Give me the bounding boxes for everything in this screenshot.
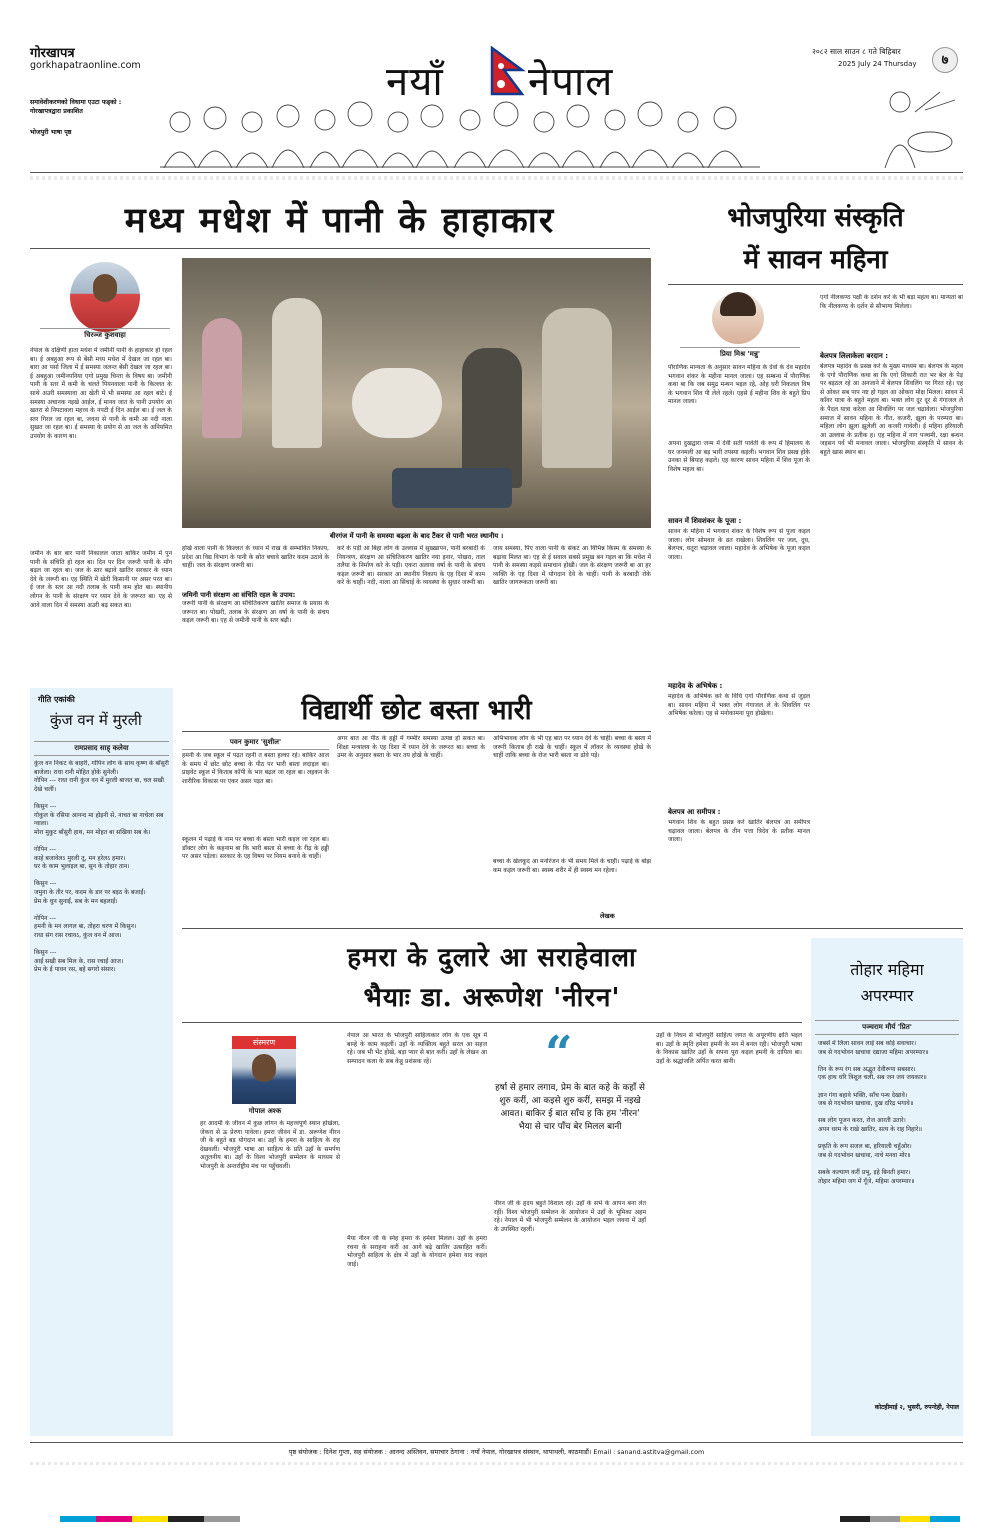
article4-author: गोपाल अश्क <box>248 1107 282 1115</box>
poem1-label: गीति एकांकी <box>38 695 75 704</box>
page-number: ७ <box>932 47 958 73</box>
article3-col2: स्कूलन में पढ़ाई के नाम पर बच्चा के बस्ता भारी कइल जा रहल बा। डॉक्टर लोग के कहनाम बा कि भारी बस्ता से बच्चा के रीढ़ के हड्डी पर असर पड़ेला। सरकार के एह विषय पर नियम बनावे के चाहीं। <box>182 836 329 861</box>
article4-col5: उहाँ के निधन से भोजपुरी साहित्य जगत के अपूरणीय क्षति भइल बा। उहाँ के स्मृति हमेशा हमनी के मन में बनल रही। भोजपुरी भाषा के विकास खातिर उहाँ के सपना पूरा कइल हमनी के दायित्व बा। उहाँ के श्रद्धांजलि अर्पित करत बानी। <box>656 1032 802 1065</box>
article1-subhead: जमिनी पानी संरक्षण आ संचिति रहल के उपाय: <box>182 591 296 599</box>
masthead <box>0 0 993 170</box>
article3-col5: बच्चा के खेलकूद आ मनोरंजन के भी समय मिले के चाहीं। पढ़ाई के बोझ कम कइल जरूरी बा। स्वस्थ शरीर में ही स्वस्थ मन रहेला। <box>493 858 651 874</box>
article3-author: पवन कुमार 'सुशील' <box>182 738 329 750</box>
article4-tag: संस्मरण <box>232 1036 296 1049</box>
article3-rule <box>182 731 651 732</box>
author-photo-article4 <box>232 1042 296 1104</box>
poem1-title: कुंज वन में मुरली <box>50 711 142 729</box>
article4-headline-1: हमरा के दुलारे आ सराहेवाला <box>347 943 637 973</box>
article2-headline-2: में सावन महिना <box>743 245 888 275</box>
article1-col2: जमीन के बार बार पानी निकालल जाता बाकिर जमीन में पुन पानी के संचिति हो रहल बा। दिन पर दिन जरूरी पानी के माँग बढ़ल जा रहल बा। जल के स्तर बढ़ावे खातिर सरकार के ध्यान देवे के जरूरी बा। एह स्थिति में खेती किसानी पर असर परत बा। ई जल के स्तर आ नदी तलाब के पानी कम होत बा। स्थानीय लोगन के पानी के संरक्षण पर ध्यान देवे के जरूरत बा। एह से आवे वाला दिन में समस्या अउरी बढ़ सकत बा। <box>30 550 172 609</box>
section-name: भोजपुरी भाषा पृष्ठ <box>30 129 72 136</box>
title-right: नेपाल <box>528 59 614 105</box>
color-bar <box>60 1516 240 1522</box>
poem2-address: कोटहीमाई २, भुसरी, रुपन्देही, नेपाल <box>874 1404 959 1411</box>
article4-col1: हर आदमी के जीवन में कुछ लोगन के महत्त्वपूर्ण स्थान होखेला, जेकरा से ऊ प्रेरणा पावेला। हमरा जीवन में डा. अरूणेश नीरन जी के बहुते बड़ योगदान बा। उहाँ के हमरा के साहित्य के राह देखवलीं। भोजपुरी भाषा आ साहित्य के प्रति उहाँ के समर्पण अतुलनीय बा। उहाँ के विश्व भोजपुरी सम्मेलन के माध्यम से भोजपुरी के अन्तर्राष्ट्रीय मंच पर पहुँचवलीं। <box>200 1120 340 1170</box>
article2-sub2: महादेव के अभिषेक : <box>668 682 723 690</box>
article2-col-right: एगो नीलकण्ठ पक्षी के दर्शन करे के भी बड़ा महत्व बा। मान्यता बा कि नीलकण्ठ के दर्शन से सौभाग्य मिलेला। <box>820 294 963 310</box>
article2-p6: बेलपत्र महादेव के प्रसन्न करे के मुख्य माध्यम बा। बेलपत्र के महत्व के एगो पौराणिक कथा बा कि एगो शिकारी रात भर बेल के पेड़ पर बइठल रहे आ अनजाने में बेलपत्र शिवलिंग पर गिरत रहे। एह से ओकर सब पाप नष्ट हो गइल आ ओकरा मोक्ष मिलल। सावन में काँवर यात्रा के बहुते महत्व बा। भक्त लोग दूर दूर से गंगाजल ले के पैदल यात्रा करेला आ शिवलिंग पर जल चढ़ावेला। भोजपुरिया समाज में सावन महिना के गीत, कजरी, झूला के परम्परा बा। महिला लोग झूला झूलेली आ कजरी गावेली। ई महिना हरियाली आ उल्लास के प्रतीक ह। एह महिना में नाग पञ्चमी, रक्षा बन्धन जइसन पर्व भी मनावल जाला। भोजपुरिया संस्कृति में सावन के बहुते खास स्थान बा। <box>820 363 963 456</box>
poem1-author: रामप्रसाद साह् कलेया <box>34 741 169 756</box>
poem2-author: पञ्चराम मौर्य 'प्रित' <box>815 1020 959 1035</box>
article1-col3: होखे वाला पानी के किल्लत के ध्यान में राख के सम्भावित निकाय, प्रदेश आ विद्य विभाग के पानी के स्रोत बचावे खातिर कदम उठावे के चाहीं। जल के संरक्षण जरूरी बा। <box>182 545 329 570</box>
article2-sub1: सावन में शिवशंकर के पूजा : <box>668 517 742 525</box>
article2-sub4: बेलपत्र लिलाकेला बरदान : <box>820 352 889 360</box>
article1-col5: जाय समस्या, पिए वाला पानी के संकट आ विभिन्न किस्म के समस्या के बढ़ावा मिलत बा। एह से ई सवाल सबसे प्रमुख बन गइल बा कि मधेश में पानी के समस्या कइसे समाधान होखी। जल के संरक्षण जरूरी बा आ हर व्यक्ति के एह दिशा में योगदान देवे के चाहीं। पानी के बरबादी रोके खातिर जागरूकता जरूरी बा। <box>493 545 651 587</box>
date-english: 2025 July 24 Thursday <box>838 60 917 68</box>
article3-bottom-rule <box>182 928 963 929</box>
article3-end: लेखक <box>600 912 615 920</box>
tagline: समावेशीकरणको विधामा एउटा फड्को : गोरखापत्रद्वारा प्रकाशित <box>30 99 122 115</box>
article4-col4: नीरन जी के हृदय बहुते विशाल रहे। उहाँ के सभे के आपन बना लेत रहीं। विश्व भोजपुरी सम्मेलन के आयोजन में उहाँ के भूमिका अहम रहे। नेपाल में भी भोजपुरी सम्मेलन के आयोजन भइल जवना में उहाँ के उपस्थित रहलीं। <box>494 1200 646 1233</box>
article2-intro: पौराणिक मान्यता के अनुसार सावन महिना के देवो के देव महादेव भगवान शंकर के महीना मानल जाला। एह सम्बन्ध में पौराणिक कथा बा कि जब समुद्र मन्थन भइल रहे, ओह घरी निकलल विष के भगवान शिव पी लेले रहले। एहसे ई महीना शिव के बहुते प्रिय मानल जाला। <box>668 364 810 406</box>
website[interactable]: gorkhapatraonline.com <box>30 60 141 71</box>
article4-pull-quote: हर्षा से हमार लगाव, प्रेम के बात कहे के कहाँ से शुरु करीं, आ कइसे शुरु करीं, समझ में नइखे आवत। बाकिर ई बात साँच ह कि हम 'नीरन' भैया से चार पाँच बेर मिलल बानी <box>495 1083 645 1132</box>
article3-headline: विद्यार्थी छोट बस्ता भारी <box>301 695 532 726</box>
article1-col1: नेपाल के दक्षिणी हाता मधेश में जमीनी पानी के हाहाकार हो रहल बा। ई अबहुआ रूप से बेंसी मध्य मधेश में देखल जा रहल बा। बारा आ पर्सा जिला में ई समस्या जलन्त बेंसी देखल जा रहल बा। ई अबहुआ जमीनपनिया एगो प्रमुख चिन्ता के विषय बा। जमीनी पानी के स्तर में कमी के चलते पियनवाला पानी के किल्लत के साथे अउरी समस्यावा आ खेती में भी समस्या आ रहल बाटे। ई समस्या अचानक नइखे आईल, ई मानव जात के पानी उपयोग आ खतरा से निपटावला महत्त्व के नपटी ई दिन आईल बा। ई जल के स्तर गिरल जा रहल बा, जवना से पानी के कमी आ नदी नाला सुखत जा रहल बा। ई समस्या के प्रयोग से आ जल के अनियमित उपयोग के कारण बा। <box>30 347 172 440</box>
author-photo-article2 <box>712 292 764 344</box>
article2-headline-1: भोजपुरिया संस्कृति <box>727 203 904 233</box>
poem2-title-2: अपरम्पार <box>860 986 914 1005</box>
article3-col3: अगर बात आ पीठ के हड्डी में गम्भीर समस्या उत्पन्न हो सकत बा। शिक्षा मन्त्रालय के एह दिशा में ध्यान देवे के जरूरत बा। बच्चा के उमर के अनुसार बस्ता के भार तय होखे के चाहीं। <box>337 735 485 760</box>
article1-photo <box>182 258 651 528</box>
title-left: नयाँ <box>386 59 444 105</box>
poem2-title-1: तोहार महिमा <box>850 960 924 979</box>
crowd-illustration <box>160 92 760 168</box>
color-bar-right <box>840 1516 960 1522</box>
poem1-text: कुंज वन निकट के बाहरी, गोपिन लोग के साथ कृष्ण के बाँसुरी बाजेला। राधा रानी मोहित होके सुनेली। गोपिन --- राधा रानी कुंज वन में मुरली बाजत बा, चल सखी देखे चलीं। किसुन --- गोकुल के रसिया आनन्द मा होइनी से, नाचत बा नाचेला सब ग्वाला। मोरा मुकुट बाँसुरी हाथ, मन मोहत बा सखिया सब के। गोपिन --- काहे बजावेलऽ मुरली तू, मन हरेलऽ हमार। घर के काम भुलाइल बा, सुन के तोहार तान। किसुन --- जमुना के तीर पर, कदम के डार पर बइठ के बजाईं। प्रेम के धुन सुनाईं, सब के मन बहलाईं। गोपिन --- हमनी के मन लागल बा, तोहरा चरण में किसुन। राधा संग रास रचावऽ, कुंज वन में आज। किसुन --- आईं सखी सब मिल के, रास रचाईं आज। प्रेम के ई पावन रस, बहे सगरो संसार। <box>34 760 169 974</box>
article1-rule <box>30 248 650 249</box>
drummer-illustration <box>870 82 970 168</box>
article2-p3: सावन के महिना में भगवान शंकर के विशेष रूप से पूजा कइल जाला। लोग सोमवार के व्रत राखेला। शिवलिंग पर जल, दूध, बेलपत्र, धतूरा चढ़ावल जाला। महादेव के अभिषेक के पूजा कइल जाला। <box>668 528 810 561</box>
article4-col3: मैया नीरन जी के स्नेह हमरा के हमेशा मिलल। उहाँ के हमरा रचना के सराहना करीं आ आगे बढ़े खातिर उत्साहित करीं। भोजपुरी साहित्य के क्षेत्र में उहाँ के योगदान हमेशा याद कइल जाई। <box>347 1235 487 1268</box>
article2-p2: अपना दुखद्वारा जन्म में देवी सती पार्वती के रूप में हिमालय के घर जनमली आ बड़ भारी तपस्या कइली। भगवान शिव प्रसन्न होके उनका से बियाह कइले। एह कारण सावन महिना में शिव पूजा के विशेष महत्व बा। <box>668 440 810 473</box>
footer-rule <box>30 1442 963 1443</box>
article1-author: चिरञ्ज कुशवाहा <box>40 328 170 340</box>
date-nepali: २०८२ साल साउन ८ गते बिहिबार <box>812 47 901 56</box>
paper-name: गोरखापत्र <box>30 46 75 61</box>
article4-col2: नेपाल आ भारत के भोजपुरी साहित्यकार लोग के एक सूत्र में बान्हे के काम कइलीं। उहाँ के व्यक्तित्व बहुते सरल आ सहज रहे। जब भी भेंट होखे, बड़ा प्यार से बात करीं। उहाँ के लेखन आ सम्पादन कला के सब केहू प्रशंसक रहे। <box>347 1032 487 1065</box>
article1-photo-caption: बीरगंज में पानी के समस्या बढ़ला के बाद टैंकर से पानी भरत स्थानीय । <box>329 532 504 540</box>
author-photo-article1 <box>70 262 140 332</box>
footer-stripe <box>30 1462 963 1465</box>
footer-text: पृष्ठ संयोजक : दिनेश गुप्ता, सह संयोजक : आनन्द अस्तिवन, समाचार ठेगाना : नयाँ नेपाल, गोरखापत्र संस्थान, थापाथली, काठमाडौं। Email : sanand.astitva@gmail.com <box>288 1448 705 1456</box>
article3-col4: अभिभावक लोग के भी एह बात पर ध्यान देवे के चाहीं। बच्चा के बस्ता में जरूरी किताब ही राखे के चाहीं। स्कूल में लॉकर के व्यवस्था होखे के चाहीं ताकि बच्चा के रोज भारी बस्ता ना ढोवे पड़े। <box>493 735 651 760</box>
article2-p5: भगवान शिव के बहुत प्रसन्न करे खातिर बेलपत्र आ समीपत्र चढ़ावल जाला। बेलपत्र के तीन पत्ता त्रिदेव के प्रतीक मानल जाला। <box>668 819 810 844</box>
masthead-stripe <box>30 176 963 180</box>
article1-col3b: जरूरी पानी के संरक्षण आ संचितिकरण खातिर समाज के प्रयास के जरूरत बा। पोखरी, तलाब के संरक्षण आ वर्षा के पानी के संचय कइल जरूरी बा। एह से जमीनी पानी के स्तर बढ़ी। <box>182 600 329 625</box>
article4-headline-2: भैयाः डा. अरूणेश 'नीरन' <box>363 983 621 1013</box>
article2-rule <box>668 284 963 285</box>
masthead-rule <box>30 172 963 173</box>
article2-sub3: बेलपत्र आ समीपत्र : <box>668 808 721 816</box>
article4-rule <box>182 1022 802 1023</box>
quote-mark-icon: “ <box>545 1026 573 1082</box>
article1-col4: करे के पड़ी आ बिहा लोग के उल्लास में सुख्खापन, पानी बरबादी के नियन्त्रण, संरक्षण आ संचितिकरण खातिर नया इनार, पोखरा, ताल तलैया के निर्माण करे के पड़ी। एकरा अलावा वर्षा के पानी के संचय कइल जरूरी बा। सरकार आ स्थानीय निकाय के एह दिशा में काम करे के चाहीं। नदी, नाला आ सिंचाई के व्यवस्था के सुधार जरूरी बा। <box>337 545 485 587</box>
article2-author: प्रिया मिश्र 'मन्नु' <box>680 347 800 359</box>
poem2-text: जबसें में लिला सावन लाई सब कोई सवाचार। जब से गदभोवन खचावा दद्याजा महिमा अपरम्पार॥ तिन के रूप रंग सब अद्भुत देवीरूपा सबसार। एक हाथ धरि त्रिशूल चली, सब जन जय जयकार॥ ज्ञान गंगा बहावे भक्ति, साँच पन्थ देखावे। जब से गदभोवन खचावा, दुख दरिद्र भगावे॥ सब लोग पूजन करत, रोज आरती उतारे। अपन धरम के राखे खातिर, सत्य के राह निहारे॥ प्रकृति के रूप सजल बा, हरियाली चहुँओर। जब से गदभोवन खचावा, नाचे मनवा मोर॥ सबके कल्याण करीं प्रभु, इहे बिनती हमार। तोहार महिमा जग में गूँजे, महिमा अपरम्पार॥ <box>818 1040 929 1185</box>
article1-headline: मध्य मधेश में पानी के हाहाकार <box>124 200 556 241</box>
article2-p4: महादेव के अभिषेक करे के विधि एगो पौराणिक कथा से जुड़ल बा। सावन महिना में भक्त लोग गंगाजल ले के शिवलिंग पर अभिषेक करेला। एह से मनोकामना पूरा होखेला। <box>668 693 810 718</box>
article3-col1: हमनी के जब स्कूल में पढ़त रहनी त बस्ता हल्का रहे। बाकिर आज के समय में छोट छोट बच्चा के पीठ पर भारी बस्ता लदाइल बा। प्राइवेट स्कूल में किताब कॉपी के भार बढ़ल जा रहल बा। लइकन के शारीरिक विकास पर एकर असर पड़त बा। <box>182 752 329 785</box>
